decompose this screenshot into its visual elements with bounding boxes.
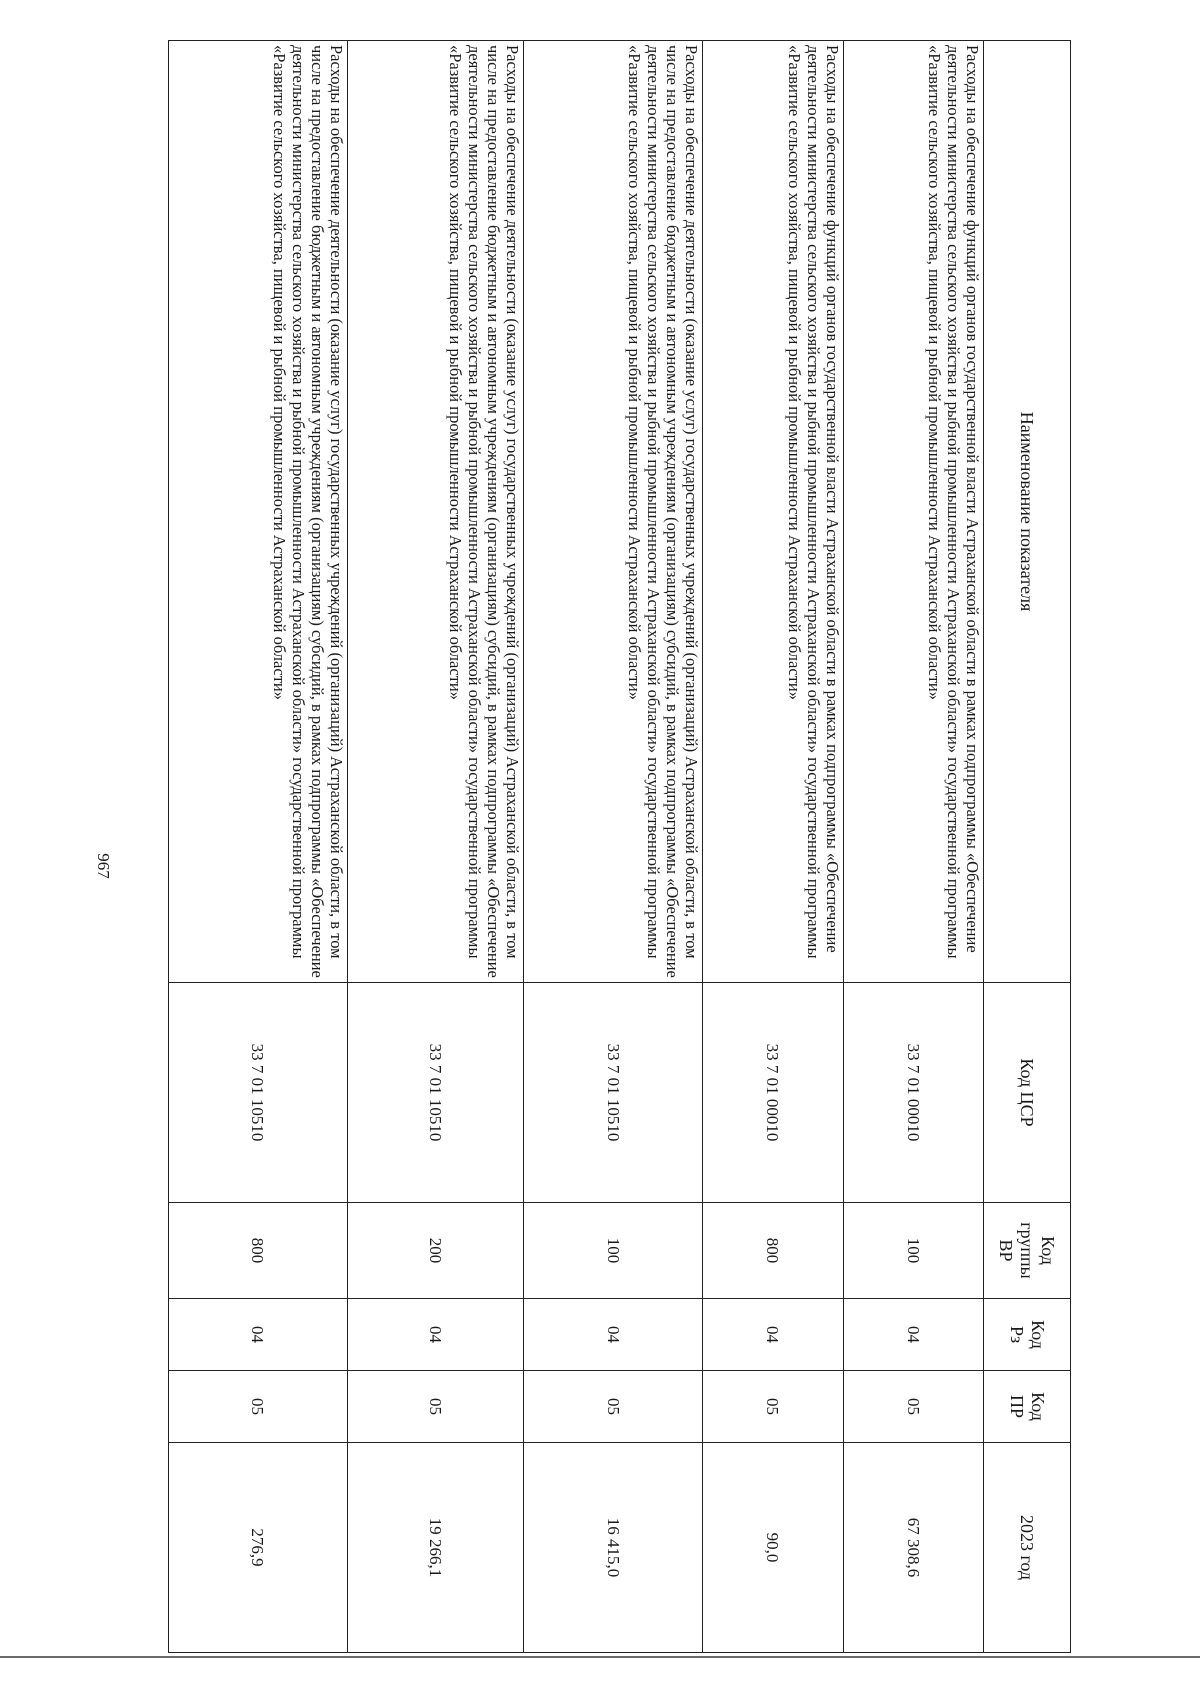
row-year: 19 266,1 bbox=[347, 1443, 524, 1653]
row-csr: 33 7 01 00010 bbox=[703, 983, 843, 1203]
row-pr: 05 bbox=[524, 1371, 703, 1443]
table-row bbox=[347, 41, 524, 1653]
header-vr-label: Код группы ВР bbox=[996, 1222, 1059, 1279]
row-pr: 05 bbox=[703, 1371, 843, 1443]
row-rz: 04 bbox=[703, 1299, 843, 1371]
row-pr: 05 bbox=[347, 1371, 524, 1443]
header-name: Наименование показателя bbox=[984, 41, 1071, 983]
row-pr: 05 bbox=[169, 1371, 348, 1443]
page-bottom-rule bbox=[0, 1656, 1200, 1658]
header-pr bbox=[984, 1371, 1071, 1443]
row-csr: 33 7 01 10510 bbox=[169, 983, 348, 1203]
header-vr bbox=[984, 1203, 1071, 1299]
row-vr: 100 bbox=[843, 1203, 983, 1299]
page-number: 967 bbox=[94, 853, 113, 879]
row-rz: 04 bbox=[524, 1299, 703, 1371]
budget-table-rotated bbox=[168, 40, 1071, 1652]
row-year: 276,9 bbox=[169, 1443, 348, 1653]
row-csr: 33 7 01 10510 bbox=[347, 983, 524, 1203]
row-year: 67 308,6 bbox=[843, 1443, 983, 1653]
row-name: Расходы на обеспечение функций органов государственной власти Астраханской области в рамках подпрограммы «Обеспечение деятельности министерства сельского хозяйства и рыбной промышленности Астраханской области» государственной программы «Развитие сельского хозяйства, пищевой и рыбной промышленности Астраханской области» bbox=[703, 41, 843, 983]
row-year: 16 415,0 bbox=[524, 1443, 703, 1653]
table-row bbox=[524, 41, 703, 1653]
row-rz: 04 bbox=[843, 1299, 983, 1371]
row-rz: 04 bbox=[169, 1299, 348, 1371]
table-row bbox=[169, 41, 348, 1653]
row-name: Расходы на обеспечение деятельности (оказание услуг) государственных учреждений (организаций) Астраханской области, в том числе на предоставление бюджетным и автономным учреждениям (организациям) субсидий, в рамках подпрограммы «Обеспечение деятельности министерства сельского хозяйства и рыбной промышленности Астраханской области» государственной программы «Развитие сельского хозяйства, пищевой и рыбной промышленности Астраханской области» bbox=[347, 41, 524, 983]
row-csr: 33 7 01 00010 bbox=[843, 983, 983, 1203]
row-year: 90,0 bbox=[703, 1443, 843, 1653]
table-row bbox=[703, 41, 843, 1653]
row-rz: 04 bbox=[347, 1299, 524, 1371]
row-vr: 200 bbox=[347, 1203, 524, 1299]
row-vr: 800 bbox=[703, 1203, 843, 1299]
header-pr-label: Код ПР bbox=[1007, 1392, 1048, 1421]
table-header-row bbox=[984, 41, 1071, 1653]
header-csr: Код ЦСР bbox=[984, 983, 1071, 1203]
row-name: Расходы на обеспечение функций органов государственной власти Астраханской области в рамках подпрограммы «Обеспечение деятельности министерства сельского хозяйства и рыбной промышленности Астраханской области» государственной программы «Развитие сельского хозяйства, пищевой и рыбной промышленности Астраханской области» bbox=[843, 41, 983, 983]
table-row bbox=[843, 41, 983, 1653]
header-rz bbox=[984, 1299, 1071, 1371]
row-csr: 33 7 01 10510 bbox=[524, 983, 703, 1203]
row-name: Расходы на обеспечение деятельности (оказание услуг) государственных учреждений (организаций) Астраханской области, в том числе на предоставление бюджетным и автономным учреждениям (организациям) субсидий, в рамках подпрограммы «Обеспечение деятельности министерства сельского хозяйства и рыбной промышленности Астраханской области» государственной программы «Развитие сельского хозяйства, пищевой и рыбной промышленности Астраханской области» bbox=[524, 41, 703, 983]
header-year: 2023 год bbox=[984, 1443, 1071, 1653]
row-name: Расходы на обеспечение деятельности (оказание услуг) государственных учреждений (организаций) Астраханской области, в том числе на предоставление бюджетным и автономным учреждениям (организациям) субсидий, в рамках подпрограммы «Обеспечение деятельности министерства сельского хозяйства и рыбной промышленности Астраханской области» государственной программы «Развитие сельского хозяйства, пищевой и рыбной промышленности Астраханской области» bbox=[169, 41, 348, 983]
row-vr: 800 bbox=[169, 1203, 348, 1299]
budget-table bbox=[168, 40, 1071, 1653]
header-rz-label: Код Рз bbox=[1007, 1320, 1048, 1349]
row-vr: 100 bbox=[524, 1203, 703, 1299]
row-pr: 05 bbox=[843, 1371, 983, 1443]
